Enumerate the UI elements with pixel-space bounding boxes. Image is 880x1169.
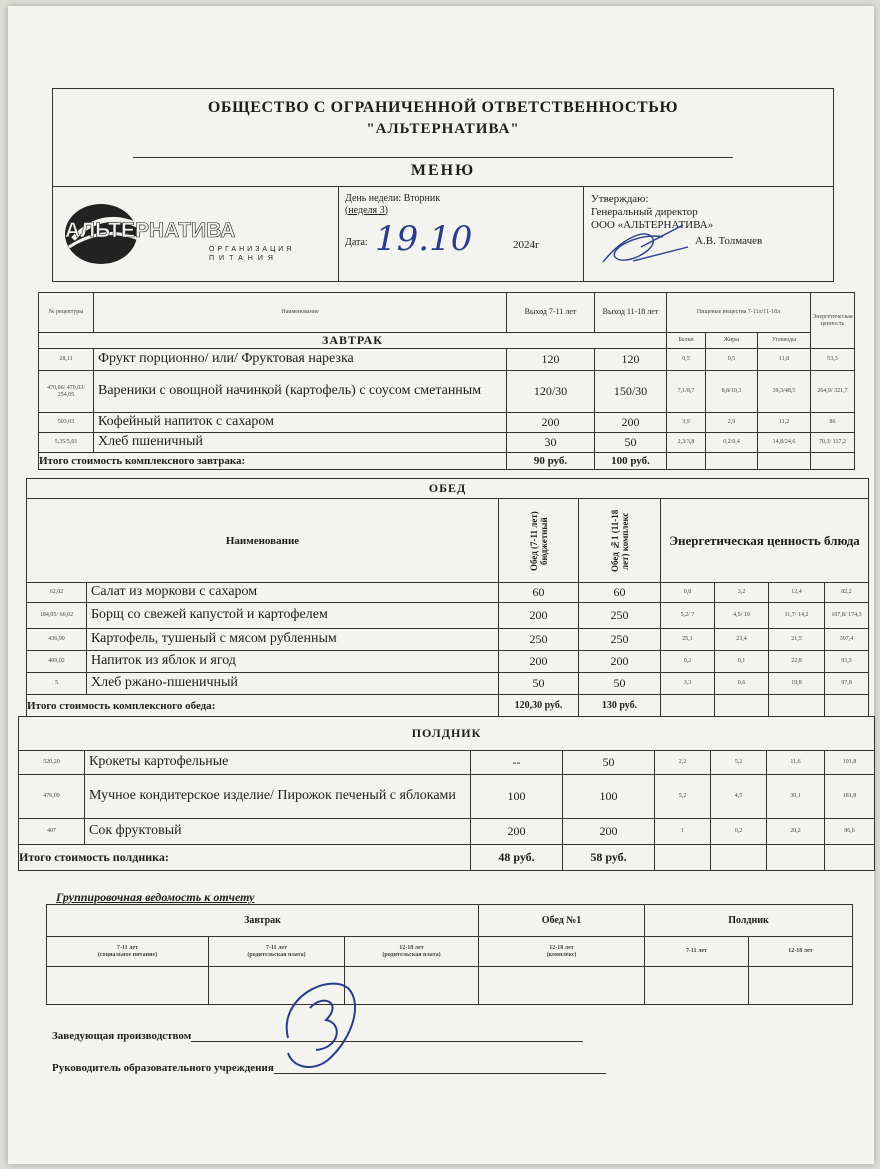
sub-col-note: (комплекс) [546, 951, 577, 958]
output-a: 200 [471, 819, 563, 845]
divider [338, 186, 339, 282]
energy: 86 [811, 413, 855, 433]
dish-name: Картофель, тушеный с мясом рубленным [87, 629, 499, 651]
protein: 3,3 [661, 673, 715, 695]
recipe-num: 470,06/ 470,03/ 254,05 [39, 371, 94, 413]
sub-col [479, 937, 645, 967]
fat: 5,2 [711, 751, 767, 775]
section-lunch: ОБЕД [27, 479, 869, 499]
grouping-table [46, 904, 853, 1005]
approve-company: ООО «АЛЬТЕРНАТИВА» [591, 219, 714, 232]
total-row [27, 695, 869, 717]
protein: 5,2 [655, 775, 711, 819]
org-name-line1: ОБЩЕСТВО С ОГРАНИЧЕННОЙ ОТВЕТСТВЕННОСТЬЮ [207, 99, 679, 116]
recipe-num: 409,02 [27, 651, 87, 673]
col-carbs: Углеводы [758, 333, 811, 349]
org-name-line2: "АЛЬТЕРНАТИВА" [366, 121, 520, 137]
output-a: 200 [499, 603, 579, 629]
approve-position: Генеральный директор [591, 206, 698, 219]
energy: 101,8 [825, 751, 875, 775]
col-recipe-num: № рецептуры [39, 293, 94, 333]
energy: 86,6 [825, 819, 875, 845]
group-snack: Полдник [645, 905, 853, 937]
page-title: МЕНЮ [410, 162, 476, 179]
protein: 2,2 [655, 751, 711, 775]
recipe-num: 407 [19, 819, 85, 845]
recipe-num: 476,09 [19, 775, 85, 819]
total-b: 130 руб. [579, 695, 661, 717]
day-of-week [345, 193, 440, 216]
table-row [39, 433, 855, 453]
menu-header [52, 88, 834, 282]
carbs: 11,7/ 14,2 [769, 603, 825, 629]
energy: 264,9/ 321,7 [811, 371, 855, 413]
sub-col [47, 937, 209, 967]
carbs: 12,4 [769, 583, 825, 603]
col-nutrients: Пищевые вещества 7-11л/11-18л [667, 293, 811, 333]
table-row [19, 775, 875, 819]
fat: 4,5/ 10 [715, 603, 769, 629]
director-signature [593, 217, 693, 277]
total-row [19, 845, 875, 871]
sub-col-age: 7-11 лет [265, 944, 288, 951]
group-lunch: Обед №1 [479, 905, 645, 937]
logo-text: АЛЬТЕРНАТИВА [65, 219, 236, 242]
section-snack: ПОЛДНИК [19, 717, 875, 751]
protein: 0,2 [661, 651, 715, 673]
carbs: 39,3/48,5 [758, 371, 811, 413]
dish-name: Салат из моркови с сахаром [87, 583, 499, 603]
col-lunch-complex: Обед №1 (11-18 лет) комплекс [609, 509, 630, 572]
fat: 0,2 [711, 819, 767, 845]
output-a: 120 [507, 349, 595, 371]
director-name: А.В. Толмачев [695, 235, 763, 247]
production-manager-line [52, 1030, 583, 1042]
col-name: Наименование [27, 499, 499, 583]
carbs: 11,2 [758, 413, 811, 433]
fat: 23,4 [715, 629, 769, 651]
dish-name: Хлеб ржано-пшеничный [87, 673, 499, 695]
dish-name: Мучное кондитерское изделие/ Пирожок печеный с яблоками [85, 775, 471, 819]
recipe-num: 520,20 [19, 751, 85, 775]
output-a: 50 [499, 673, 579, 695]
table-row [27, 673, 869, 695]
sub-col-note: (родительская плата) [382, 951, 441, 958]
director-label: Руководитель образовательного учреждения [52, 1062, 274, 1074]
col-energy: Энергетическая ценность [811, 293, 855, 349]
table-row [27, 583, 869, 603]
total-a: 120,30 руб. [499, 695, 579, 717]
logo-sub1: ОРГАНИЗАЦИЯ [209, 246, 295, 253]
energy: 70,3/ 117,2 [811, 433, 855, 453]
sub-col-note: (социальное питание) [97, 951, 158, 958]
section-breakfast: ЗАВТРАК [39, 333, 667, 349]
fat: 2,9 [706, 413, 758, 433]
protein: 7,1/8,7 [667, 371, 706, 413]
output-b: 50 [563, 751, 655, 775]
output-a: 100 [471, 775, 563, 819]
dish-name: Кофейный напиток с сахаром [94, 413, 507, 433]
table-row [27, 603, 869, 629]
col-output-7-11: Выход 7-11 лет [507, 293, 595, 333]
carbs: 14,8/24,6 [758, 433, 811, 453]
recipe-num: 436,99 [27, 629, 87, 651]
table-row [27, 651, 869, 673]
energy: 53,3 [811, 349, 855, 371]
energy: 82,2 [825, 583, 869, 603]
output-b: 250 [579, 629, 661, 651]
protein: 5,2/ 7 [661, 603, 715, 629]
logo-sub2: ПИТАНИЯ [209, 255, 278, 262]
table-row [39, 413, 855, 433]
divider [53, 186, 833, 187]
carbs: 20,2 [767, 819, 825, 845]
energy: 107,8/ 174,3 [825, 603, 869, 629]
output-a: 250 [499, 629, 579, 651]
sub-col-age: 12-18 лет [399, 944, 424, 951]
sub-col-note: (родительская плата) [247, 951, 306, 958]
output-b: 200 [563, 819, 655, 845]
divider [133, 157, 733, 158]
sub-col-age: 7-11 лет [645, 937, 749, 967]
output-b: 50 [595, 433, 667, 453]
table-row [39, 371, 855, 413]
energy: 397,4 [825, 629, 869, 651]
protein: 0,8 [661, 583, 715, 603]
total-row [39, 453, 855, 470]
fat: 0,1 [715, 651, 769, 673]
fat: 0,6 [715, 673, 769, 695]
protein: 3,9 [667, 413, 706, 433]
fat: 4,5 [711, 775, 767, 819]
protein: 25,1 [661, 629, 715, 651]
table-row [47, 967, 853, 1005]
dish-name: Борщ со свежей капустой и картофелем [87, 603, 499, 629]
week-label: (неделя 3) [345, 204, 388, 216]
table-row [27, 629, 869, 651]
total-b: 58 руб. [563, 845, 655, 871]
output-a: 200 [507, 413, 595, 433]
output-b: 200 [579, 651, 661, 673]
total-a: 48 руб. [471, 845, 563, 871]
total-label: Итого стоимость комплексного завтрака: [39, 453, 507, 470]
output-a: 120/30 [507, 371, 595, 413]
output-a: -- [471, 751, 563, 775]
carbs: 21,5 [769, 629, 825, 651]
recipe-num: 28,11 [39, 349, 94, 371]
day-label: День недели: Вторник [345, 193, 441, 204]
output-b: 50 [579, 673, 661, 695]
recipe-num: 184,05/ 66,02 [27, 603, 87, 629]
output-b: 200 [595, 413, 667, 433]
output-b: 150/30 [595, 371, 667, 413]
total-b: 100 руб. [595, 453, 667, 470]
date-label: Дата: [345, 237, 368, 248]
approve-label: Утверждаю: [591, 193, 649, 205]
sub-col-age: 12-18 лет [749, 937, 853, 967]
dish-name: Фрукт порционно/ или/ Фруктовая нарезка [94, 349, 507, 371]
recipe-num: 503,03 [39, 413, 94, 433]
grouping-title: Группировочная ведомость к отчету [56, 890, 255, 904]
col-protein: Белки [667, 333, 706, 349]
sub-col-age: 7-11 лет [116, 944, 139, 951]
output-a: 60 [499, 583, 579, 603]
protein: 2,3/3,8 [667, 433, 706, 453]
dish-name: Крокеты картофельные [85, 751, 471, 775]
recipe-num: 5,35/5,01 [39, 433, 94, 453]
energy: 181,8 [825, 775, 875, 819]
energy: 93,3 [825, 651, 869, 673]
divider [583, 186, 584, 282]
col-name: Наименование [94, 293, 507, 333]
production-manager-label: Заведующая производством [52, 1030, 192, 1042]
carbs: 19,8 [769, 673, 825, 695]
carbs: 11,8 [758, 349, 811, 371]
output-b: 60 [579, 583, 661, 603]
output-b: 100 [563, 775, 655, 819]
year-label: 2024г [513, 239, 540, 251]
fat: 3,2 [715, 583, 769, 603]
group-breakfast: Завтрак [47, 905, 479, 937]
handwritten-date: 19.10 [375, 219, 473, 259]
total-a: 90 руб. [507, 453, 595, 470]
protein: 1 [655, 819, 711, 845]
snack-table [18, 716, 875, 871]
col-lunch-budget: Обед (7-11 лет) бюджетный [528, 510, 549, 571]
output-b: 250 [579, 603, 661, 629]
sub-col [209, 937, 345, 967]
recipe-num: 5 [27, 673, 87, 695]
carbs: 11,6 [767, 751, 825, 775]
breakfast-table [38, 292, 855, 470]
sub-col [345, 937, 479, 967]
lunch-table [26, 478, 869, 717]
fat: 8,8/10,3 [706, 371, 758, 413]
col-output-11-18: Выход 11-18 лет [595, 293, 667, 333]
dish-name: Вареники с овощной начинкой (картофель) с соусом сметанным [94, 371, 507, 413]
total-label: Итого стоимость полдника: [19, 845, 471, 871]
dish-name: Сок фруктовый [85, 819, 471, 845]
table-row [39, 349, 855, 371]
energy: 97,8 [825, 673, 869, 695]
col-fat: Жиры [706, 333, 758, 349]
company-logo [59, 199, 329, 269]
signature-line [274, 1064, 606, 1074]
director-line [52, 1062, 606, 1074]
output-b: 120 [595, 349, 667, 371]
table-row [19, 751, 875, 775]
carbs: 22,8 [769, 651, 825, 673]
fat: 0,2/0,4 [706, 433, 758, 453]
recipe-num: 62,02 [27, 583, 87, 603]
fat: 0,5 [706, 349, 758, 371]
dish-name: Напиток из яблок и ягод [87, 651, 499, 673]
dish-name: Хлеб пшеничный [94, 433, 507, 453]
sub-col-age: 12-18 лет [549, 944, 574, 951]
carbs: 30,1 [767, 775, 825, 819]
protein: 0,5 [667, 349, 706, 371]
output-a: 30 [507, 433, 595, 453]
table-row [19, 819, 875, 845]
total-label: Итого стоимость комплексного обеда: [27, 695, 499, 717]
col-energy: Энергетическая ценность блюда [661, 499, 869, 583]
output-a: 200 [499, 651, 579, 673]
signature-line [191, 1032, 583, 1042]
